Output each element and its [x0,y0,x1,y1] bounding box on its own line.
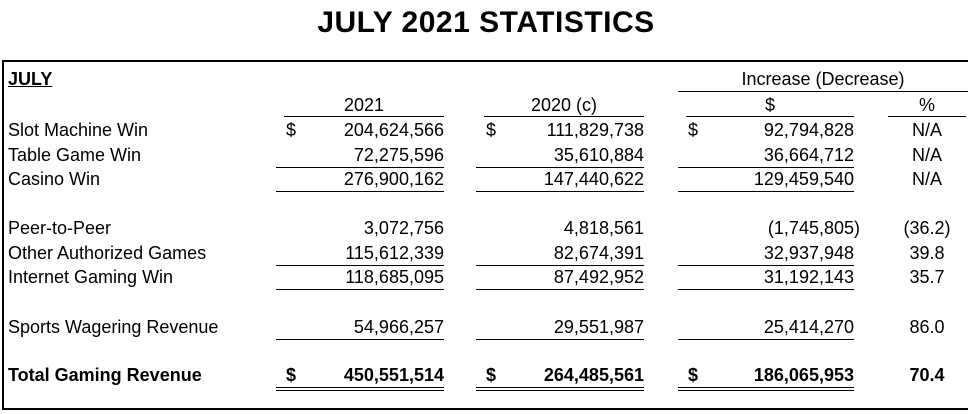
column-header-increase-dollar: $ [764,95,775,115]
cell-pct: N/A [911,169,942,189]
total-rule [276,191,444,192]
dollar-sign: $ [688,120,699,140]
dollar-sign: $ [688,365,699,385]
cell-2021-total: 450,551,514 [343,365,444,385]
subtotal-rule [276,339,444,340]
cell-increase: 92,794,828 [763,120,854,140]
cell-increase: 31,192,143 [763,267,854,287]
cell-2020: 4,818,561 [563,218,644,238]
grand-total-rule [678,390,854,391]
cell-increase-total: 186,065,953 [753,365,854,385]
grand-total-rule [476,390,644,391]
grand-total-rule [476,387,644,388]
header-rule-2020 [484,116,644,117]
cell-2021: 118,685,095 [345,267,444,287]
header-rule-pct [888,116,966,117]
dollar-sign: $ [286,120,297,140]
section-label: JULY [8,69,53,89]
row-label-sports-wagering-revenue: Sports Wagering Revenue [8,317,219,337]
row-label-internet-gaming-win: Internet Gaming Win [8,267,174,287]
cell-increase: 129,459,540 [753,169,854,189]
total-rule [678,289,854,290]
cell-pct: 86.0 [909,317,945,337]
cell-increase: 32,937,948 [763,243,854,263]
cell-pct: N/A [911,145,942,165]
cell-2021: 54,966,257 [353,317,444,337]
increase-decrease-header: Increase (Decrease) [741,69,905,89]
dollar-sign: $ [286,365,297,385]
cell-pct: (36.2) [903,218,951,238]
row-label-casino-win: Casino Win [8,169,101,189]
row-label-total-gaming-revenue: Total Gaming Revenue [8,365,202,385]
grand-total-rule [678,387,854,388]
cell-pct: N/A [911,120,942,140]
row-label-slot-machine-win: Slot Machine Win [8,120,149,140]
total-rule [276,289,444,290]
cell-2020: 29,551,987 [553,317,644,337]
column-header-increase-pct: % [918,95,935,115]
cell-2020: 87,492,952 [553,267,644,287]
subtotal-rule [476,339,644,340]
header-rule-increase [686,116,854,117]
cell-2020: 82,674,391 [553,243,644,263]
column-header-2020: 2020 (c) [530,95,598,115]
total-rule [476,191,644,192]
cell-increase: (1,745,805) [767,218,860,238]
cell-2021: 115,612,339 [345,243,444,263]
row-label-other-authorized-games: Other Authorized Games [8,243,207,263]
statistics-table [2,60,968,410]
column-header-2021: 2021 [343,95,385,115]
subtotal-rule [678,339,854,340]
cell-2021: 72,275,596 [353,145,444,165]
grand-total-rule [276,390,444,391]
cell-2021: 276,900,162 [343,169,444,189]
cell-increase: 36,664,712 [763,145,854,165]
header-rule-2021 [284,116,444,117]
cell-2020: 111,829,738 [546,120,644,140]
cell-2021: 3,072,756 [363,218,444,238]
cell-increase: 25,414,270 [763,317,854,337]
report-title: JULY 2021 STATISTICS [317,6,655,39]
cell-2020: 147,440,622 [543,169,644,189]
row-label-peer-to-peer: Peer-to-Peer [8,218,112,238]
total-rule [476,289,644,290]
cell-2021: 204,624,566 [343,120,444,140]
total-rule [678,191,854,192]
cell-pct: 39.8 [909,243,945,263]
increase-header-rule [678,91,968,92]
cell-2020-total: 264,485,561 [543,365,644,385]
cell-pct: 35.7 [909,267,945,287]
dollar-sign: $ [486,365,497,385]
grand-total-rule [276,387,444,388]
row-label-table-game-win: Table Game Win [8,145,142,165]
cell-2020: 35,610,884 [553,145,644,165]
cell-pct-total: 70.4 [909,365,945,385]
dollar-sign: $ [486,120,497,140]
